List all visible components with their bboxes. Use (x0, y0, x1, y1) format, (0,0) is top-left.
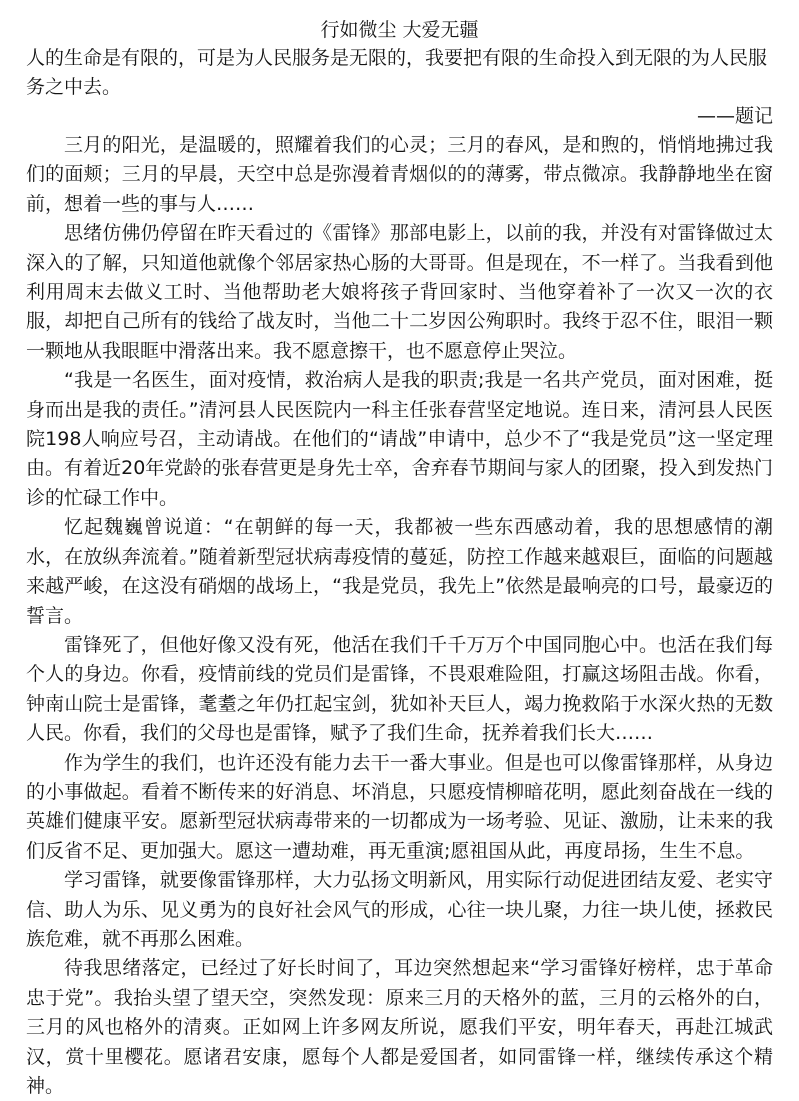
paragraph-6: 作为学生的我们，也许还没有能力去干一番大事业。但是也可以像雷锋那样，从身边的小事做起。看着不断传来的好消息、坏消息，只愿疫情柳暗花明，愿此刻奋战在一线的英雄们健康平安。愿新型冠状病毒带来的一切都成为一场考验、见证、激励，让未来的我们反省不足、更加强大。愿这一遭劫难，再无重演;愿祖国从此，再度昂扬，生生不息。 (26, 751, 773, 862)
paragraph-5: 雷锋死了，但他好像又没有死，他活在我们千千万万个中国同胞心中。也活在我们每个人的身边。你看，疫情前线的党员们是雷锋，不畏艰难险阻，打赢这场阻击战。你看，钟南山院士是雷锋，耄耋之年仍扛起宝剑，犹如补天巨人，竭力挽救陷于水深火热的无数人民。你看，我们的父母也是雷锋，赋予了我们生命，抚养着我们长大…… (26, 633, 773, 745)
document-title: 行如微尘 大爱无疆 (320, 19, 479, 41)
epigraph: 人的生命是有限的，可是为人民服务是无限的，我要把有限的生命投入到无限的为人民服务之中去。 (26, 47, 768, 98)
paragraph-7: 学习雷锋，就要像雷锋那样，大力弘扬文明新风，用实际行动促进团结友爱、老实守信、助人为乐、见义勇为的良好社会风气的形成，心往一块儿聚，力往一块儿使，拯救民族危难，就不再那么困难。 (26, 869, 773, 950)
epigraph-attribution: ——题记 (696, 105, 773, 127)
paragraph-4: 忆起魏巍曾说道：“在朝鲜的每一天，我都被一些东西感动着，我的思想感情的潮水，在放纵奔流着。”随着新型冠状病毒疫情的蔓延，防控工作越来越艰巨，面临的问题越来越严峻，在这没有硝烟的战场上，“我是党员，我先上”依然是最响亮的口号，最豪迈的誓言。 (26, 516, 773, 627)
paragraph-3: “我是一名医生，面对疫情，救治病人是我的职责;我是一名共产党员，面对困难，挺身而出是我的责任。”清河县人民医院内一科主任张春营坚定地说。连日来，清河县人民医院198人响应号召，主动请战。在他们的“请战”申请中，总少不了“我是党员”这一坚定理由。有着近20年党龄的张春营更是身先士卒，舍弃春节期间与家人的团聚，投入到发热门诊的忙碌工作中。 (26, 369, 773, 509)
paragraph-8: 待我思绪落定，已经过了好长时间了，耳边突然想起来“学习雷锋好榜样，忠于革命忠于党”。我抬头望了望天空，突然发现：原来三月的天格外的蓝，三月的云格外的白，三月的风也格外的清爽。正如网上许多网友所说，愿我们平安，明年春天，再赴江城武汉，赏十里樱花。愿诸君安康，愿每个人都是爱国者，如同雷锋一样，继续传承这个精神。 (26, 957, 773, 1097)
paragraph-2: 思绪仿佛仍停留在昨天看过的《雷锋》那部电影上，以前的我，并没有对雷锋做过太深入的了解，只知道他就像个邻居家热心肠的大哥哥。但是现在，不一样了。当我看到他利用周末去做义工时、当他帮助老大娘将孩子背回家时、当他穿着补了一次又一次的衣服，却把自己所有的钱给了战友时，当他二十二岁因公殉职时。我终于忍不住，眼泪一颗一颗地从我眼眶中滑落出来。我不愿意擦干，也不愿意停止哭泣。 (26, 222, 773, 362)
paragraph-1: 三月的阳光，是温暖的，照耀着我们的心灵；三月的春风，是和煦的，悄悄地拂过我们的面颊；三月的早晨，天空中总是弥漫着青烟似的的薄雾，带点微凉。我静静地坐在窗前，想着一些的事与人…… (26, 134, 773, 215)
